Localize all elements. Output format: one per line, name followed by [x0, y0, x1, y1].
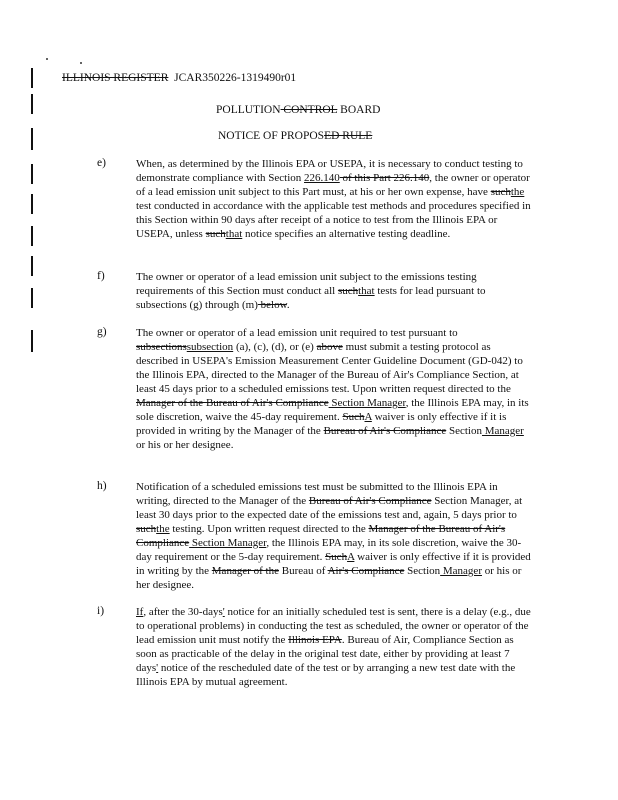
change-bar — [31, 226, 33, 246]
scan-speck — [80, 62, 82, 64]
change-bar — [31, 194, 33, 214]
board-title: POLLUTION CONTROL BOARD — [216, 104, 381, 116]
change-bar — [31, 164, 33, 184]
section-e-text: When, as determined by the Illinois EPA or USEPA, it is necessary to conduct testing to demonstrate compliance with Section 226.140 of this Part 226.140, the owner or operator of a lead emission unit subject to this Part must, at his or her own expense, have suchthe test conducted in accordance with the applicable test methods and procedures specified in this Section within 90 days after receipt of a notice to test from the Illinois EPA or USEPA, unless suchthat notice specifies an alternative testing deadline. — [136, 158, 531, 240]
change-bar — [31, 256, 33, 276]
section-i-text: If, after the 30-days' notice for an initially scheduled test is sent, there is a delay (e.g., due to operational problems) in conducting the test as scheduled, the owner or operator of the lead emission unit must notify the Illinois EPA. Bureau of Air, Compliance Section as soon as practicable of the delay in the original test date, either by providing at least 7 days' notice of the rescheduled date of the test or by arranging a new test date with the Illinois EPA by mutual agreement. — [136, 606, 531, 688]
section-f-text: The owner or operator of a lead emission unit subject to the emissions testing requirements of this Section must conduct all suchthat tests for lead pursuant to subsections (g) through (m) below. — [136, 271, 486, 311]
change-bar — [31, 68, 33, 88]
section-i-label: i) — [97, 605, 105, 617]
register-struck: ILLINOIS REGISTER — [62, 72, 169, 84]
notice-title: NOTICE OF PROPOSED RULE — [218, 130, 373, 142]
section-h-label: h) — [97, 480, 107, 492]
register-header — [62, 72, 296, 84]
section-g-text: The owner or operator of a lead emission unit required to test pursuant to subsectionssubsection (a), (c), (d), or (e) above must submit a testing protocol as described in USEPA's Emission Measurement Center Guideline Document (GD-042) to the Illinois EPA, directed to the Manager of the Bureau of Air's Compliance Section, at least 45 days prior to a scheduled emissions test. Upon written request directed to the Manager of the Bureau of Air's Compliance Section Manager, the Illinois EPA may, in its sole discretion, waive the 45-day requirement. SuchA waiver is only effective if it is provided in writing by the Manager of the Bureau of Air's Compliance Section Manager or his or her designee. — [136, 327, 529, 451]
section-f-label: f) — [97, 270, 105, 282]
scan-speck — [46, 58, 48, 60]
section-e-label: e) — [97, 157, 106, 169]
change-bar — [31, 128, 33, 150]
change-bar — [31, 288, 33, 308]
change-bar — [31, 94, 33, 114]
section-g-label: g) — [97, 326, 107, 338]
section-h-text: Notification of a scheduled emissions test must be submitted to the Illinois EPA in writing, directed to the Manager of the Bureau of Air's Compliance Section Manager, at least 30 days prior to the expected date of the emissions test and, again, 5 days prior to suchthe testing. Upon written request directed to the Manager of the Bureau of Air's Compliance Section Manager, the Illinois EPA may, in its sole discretion, waive the 30-day requirement or the 5-day requirement. SuchA waiver is only effective if it is provided in writing by the Manager of the Bureau of Air's Compliance Section Manager or his or her designee. — [136, 481, 531, 591]
register-code: JCAR350226-1319490r01 — [174, 72, 297, 84]
change-bar — [31, 330, 33, 352]
